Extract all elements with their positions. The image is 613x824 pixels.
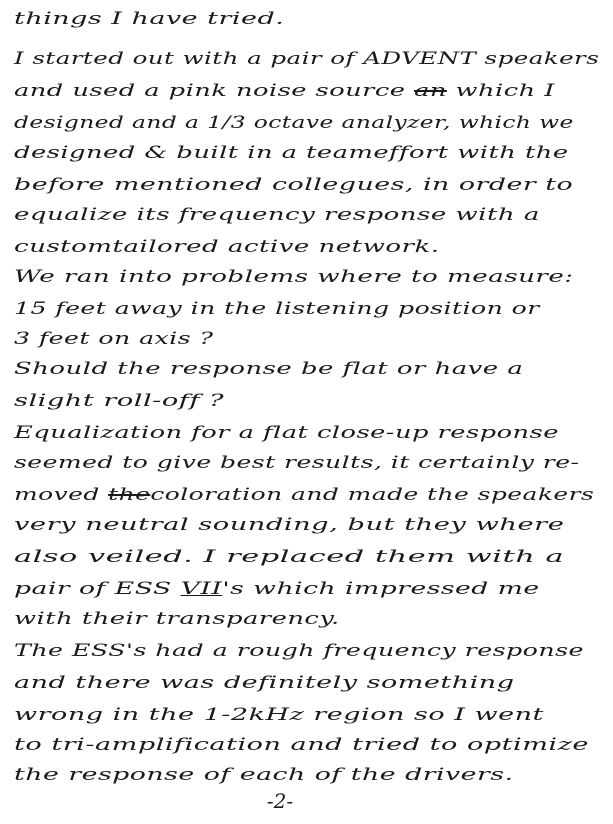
- handwritten-line: [14, 418, 559, 448]
- handwritten-line: [14, 44, 599, 74]
- line-text: 3 feet on axis ?: [14, 329, 214, 349]
- handwritten-line: [14, 480, 594, 510]
- line-text: before mentioned collegues, in order to: [14, 175, 574, 195]
- line-text: seemed to give best results, it certainly re-: [14, 453, 580, 473]
- handwritten-line: [14, 636, 584, 666]
- handwritten-line: [14, 262, 574, 292]
- line-text: designed & built in a teameffort with the: [14, 143, 569, 163]
- line-text: slight roll-off ?: [14, 391, 225, 411]
- handwritten-line: [14, 386, 224, 416]
- handwritten-line: [14, 700, 544, 730]
- line-text: wrong in the 1-2kHz region so I went: [14, 705, 544, 725]
- line-text: and there was definitely something: [14, 673, 515, 693]
- page-number: -2-: [266, 789, 294, 813]
- line-text: Should the response be flat or have a: [14, 359, 524, 379]
- crossed-out-text: the: [108, 485, 151, 505]
- line-text: We ran into problems where to measure:: [14, 267, 574, 287]
- line-text: Equalization for a flat close-up response: [14, 423, 559, 443]
- handwritten-line: [14, 324, 213, 354]
- line-text: things I have tried.: [14, 9, 285, 29]
- line-text: to tri-amplification and tried to optimize: [14, 735, 589, 755]
- line-text: 's which impressed me: [222, 579, 540, 599]
- line-text: designed and a 1/3 octave analyzer, which we: [14, 113, 574, 133]
- line-text: the response of each of the drivers.: [14, 765, 514, 785]
- crossed-out-text: an: [414, 81, 447, 101]
- line-text: I started out with a pair of ADVENT speakers: [14, 49, 600, 69]
- line-text: also veiled. I replaced them with a: [14, 547, 565, 567]
- handwritten-line: [14, 668, 515, 698]
- line-text: equalize its frequency response with a: [14, 205, 540, 225]
- handwritten-line: [14, 108, 574, 138]
- line-text: pair of ESS: [14, 579, 181, 599]
- handwritten-line: [14, 604, 340, 634]
- line-text: 15 feet away in the listening position or: [14, 299, 540, 319]
- handwritten-line: [14, 138, 569, 168]
- underlined-text: VII: [180, 579, 223, 599]
- line-text: which I: [446, 81, 555, 101]
- line-text: moved: [14, 485, 109, 505]
- handwritten-line: [14, 294, 540, 324]
- handwritten-line: [14, 354, 523, 384]
- handwritten-line: [14, 730, 589, 760]
- line-text: customtailored active network.: [14, 237, 440, 257]
- handwritten-line: [14, 200, 540, 230]
- handwritten-line: [14, 4, 284, 34]
- handwritten-line: [14, 542, 564, 572]
- handwritten-line: [14, 232, 440, 262]
- line-text: with their transparency.: [14, 609, 340, 629]
- handwritten-line: [14, 510, 564, 540]
- handwritten-line: [14, 76, 555, 106]
- line-text: very neutral sounding, but they where: [14, 515, 565, 535]
- handwritten-line: [14, 574, 540, 604]
- line-text: coloration and made the speakers: [150, 485, 595, 505]
- line-text: and used a pink noise source: [14, 81, 415, 101]
- handwritten-line: [14, 448, 579, 478]
- handwritten-line: [14, 170, 573, 200]
- line-text: The ESS's had a rough frequency response: [14, 641, 584, 661]
